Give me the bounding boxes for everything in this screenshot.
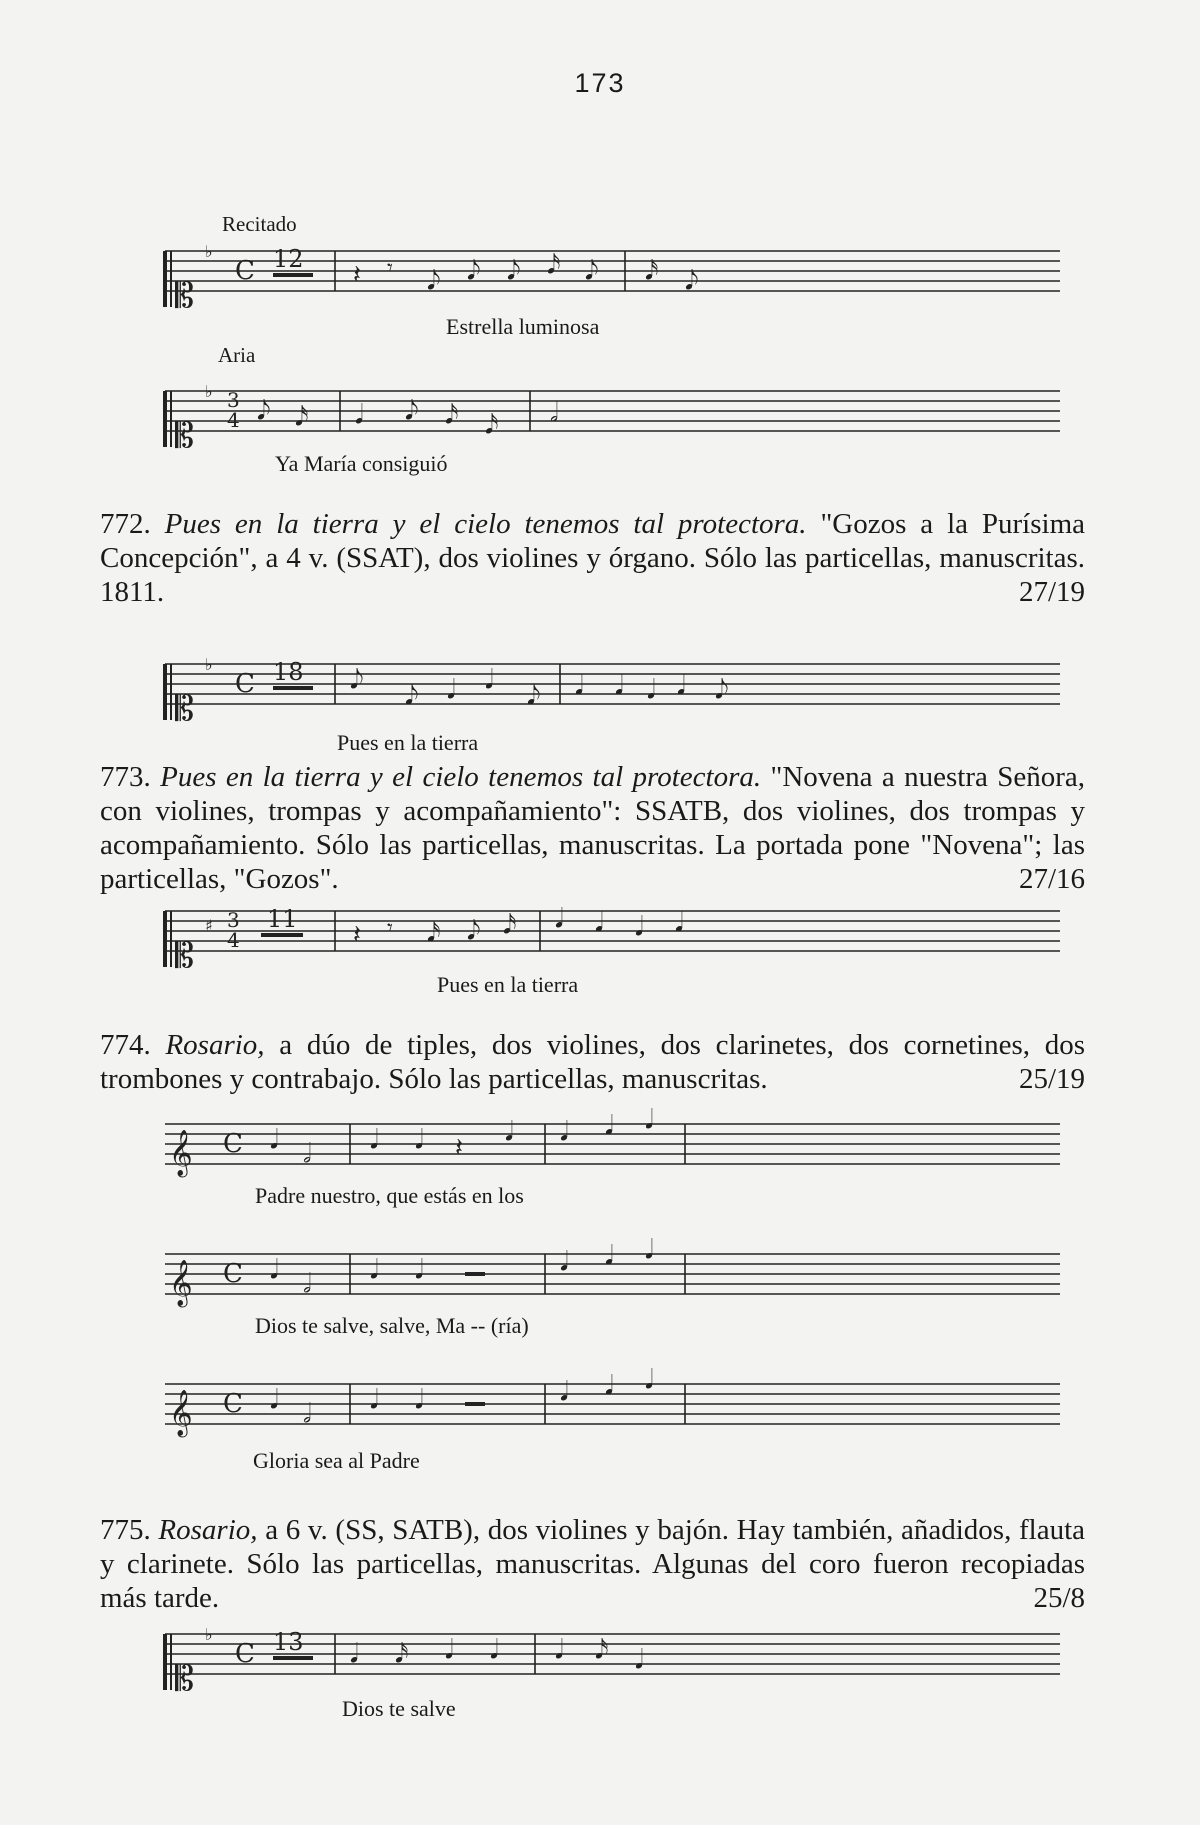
entry-775-time: C [235, 1639, 255, 1669]
svg-text:𝅘𝅥𝅮: 𝅘𝅥𝅮 [715, 675, 729, 705]
svg-text:𝅘𝅥: 𝅘𝅥 [415, 1125, 424, 1155]
entry-text: "Novena a nuestra Señora, con violines, trompas y acompañamiento": SSATB, dos violines, dos trompas y acompañamiento. Sólo las particellas, manuscritas. La portada pone "Novena"; las particellas, "Gozos". [100, 761, 1086, 895]
svg-text:𝅘𝅥: 𝅘𝅥 [635, 1645, 644, 1675]
aria-lyric: Ya María consiguió [275, 451, 448, 476]
svg-text:𝅘𝅥: 𝅘𝅥 [647, 675, 656, 705]
entry-number: 774. [100, 1029, 151, 1061]
entry-title: Pues en la tierra y el cielo tenemos tal protectora. [164, 508, 807, 540]
flat-icon: ♭ [205, 382, 213, 401]
svg-text:𝅘𝅥: 𝅘𝅥 [490, 1635, 499, 1665]
recitado-time: C [235, 256, 255, 286]
svg-text:𝅘𝅥: 𝅘𝅥 [370, 1255, 379, 1285]
entry-number: 775. [100, 1514, 151, 1546]
entry-773-lyric: Pues en la tierra [437, 972, 579, 997]
entry-773-time-bottom: 4 [227, 928, 240, 952]
aria-time-bottom: 4 [227, 408, 240, 432]
c-clef-icon: 𝄡 [175, 689, 194, 729]
svg-text:𝅘𝅥𝅮: 𝅘𝅥𝅮 [350, 665, 364, 695]
svg-text:𝅘𝅥: 𝅘𝅥 [645, 1365, 654, 1395]
sharp-icon: ♯ [205, 916, 213, 935]
svg-text:𝅘𝅥: 𝅘𝅥 [415, 1255, 424, 1285]
svg-text:𝅗𝅥: 𝅗𝅥 [303, 1269, 312, 1299]
entry-775-rest-count: 13 [273, 1628, 304, 1656]
svg-text:𝅘𝅥: 𝅘𝅥 [605, 1241, 614, 1271]
flat-icon: ♭ [205, 242, 213, 261]
svg-text:𝅘𝅥: 𝅘𝅥 [270, 1385, 279, 1415]
svg-text:𝅘𝅥: 𝅘𝅥 [615, 671, 624, 701]
treble-clef-icon: 𝄞 [169, 1260, 193, 1306]
svg-text:𝅘𝅥𝅯: 𝅘𝅥𝅯 [547, 250, 561, 280]
svg-text:𝅘𝅥𝅯: 𝅘𝅥𝅯 [445, 400, 459, 430]
svg-text:𝄽: 𝄽 [455, 1133, 463, 1163]
c-clef-icon: 𝄡 [175, 276, 194, 316]
entry-text: "Gozos a la Purísima Concepción", a 4 v. (SSAT), dos violines y órgano. Sólo las particellas, manuscritas. 1811. [100, 508, 1086, 608]
entry-774-lyric-1: Padre nuestro, que estás en los [255, 1183, 524, 1208]
svg-text:𝅘𝅥: 𝅘𝅥 [560, 1117, 569, 1147]
page-number: 173 [574, 68, 626, 98]
flat-icon: ♭ [205, 1625, 213, 1644]
svg-text:𝄽: 𝄽 [353, 260, 361, 290]
svg-text:𝅘𝅥𝅯: 𝅘𝅥𝅯 [295, 402, 309, 432]
entry-title: Pues en la tierra y el cielo tenemos tal protectora. [160, 761, 762, 793]
svg-text:𝅘𝅥: 𝅘𝅥 [370, 1385, 379, 1415]
aria-label: Aria [218, 343, 256, 367]
svg-text:𝅘𝅥𝅯: 𝅘𝅥𝅯 [503, 910, 517, 940]
svg-text:𝅘𝅥: 𝅘𝅥 [370, 1125, 379, 1155]
entry-772-rest-count: 18 [273, 658, 304, 686]
entry-774-time-1: C [223, 1129, 243, 1159]
svg-text:𝅘𝅥𝅯: 𝅘𝅥𝅯 [427, 918, 441, 948]
entry-775 [100, 1513, 1085, 1615]
entry-774-staff-2 [165, 1235, 1065, 1318]
svg-text:𝅘𝅥𝅮: 𝅘𝅥𝅮 [257, 396, 271, 426]
svg-text:𝄽: 𝄽 [353, 920, 361, 950]
entry-ref: 27/16 [1018, 863, 1085, 895]
treble-clef-icon: 𝄞 [169, 1130, 193, 1176]
svg-text:𝅘𝅥: 𝅘𝅥 [485, 665, 494, 695]
recitado-label: Recitado [222, 212, 297, 236]
svg-text:𝅗𝅥: 𝅗𝅥 [303, 1139, 312, 1169]
svg-text:𝅗𝅥: 𝅗𝅥 [303, 1399, 312, 1429]
svg-text:𝅗𝅥: 𝅗𝅥 [550, 398, 559, 428]
entry-773 [100, 760, 1085, 896]
entry-774-lyric-3: Gloria sea al Padre [253, 1448, 420, 1473]
entry-text: a dúo de tiples, dos violines, dos clarinetes, dos cornetines, dos trombones y contrabajo. Sólo las particellas, manuscritas. [100, 1029, 1086, 1095]
entry-774-staff-1 [165, 1105, 1065, 1188]
entry-774-staff-3 [165, 1365, 1065, 1448]
entry-773-rest-count: 11 [267, 905, 298, 933]
svg-text:𝅘𝅥𝅮: 𝅘𝅥𝅮 [507, 256, 521, 286]
svg-text:𝅘𝅥: 𝅘𝅥 [605, 1371, 614, 1401]
entry-773-time-top: 3 [227, 908, 240, 932]
svg-text:𝅘𝅥: 𝅘𝅥 [645, 1235, 654, 1265]
svg-text:𝅘𝅥: 𝅘𝅥 [447, 675, 456, 705]
entry-number: 773. [100, 761, 151, 793]
entry-title: Rosario, [165, 1029, 265, 1061]
entry-774-time-2: C [223, 1259, 243, 1289]
svg-text:𝅘𝅥: 𝅘𝅥 [635, 912, 644, 942]
svg-text:𝅘𝅥: 𝅘𝅥 [445, 1635, 454, 1665]
entry-772 [100, 507, 1085, 609]
svg-text:𝅘𝅥𝅮: 𝅘𝅥𝅮 [585, 256, 599, 286]
svg-text:𝅘𝅥: 𝅘𝅥 [605, 1111, 614, 1141]
svg-text:𝅘𝅥: 𝅘𝅥 [350, 1639, 359, 1669]
svg-text:𝅘𝅥𝅯: 𝅘𝅥𝅯 [395, 1639, 409, 1669]
entry-text: a 6 v. (SS, SATB), dos violines y bajón. Hay también, añadidos, flauta y clarinete. Sólo las particellas, manuscritas. Algunas del coro fueron recopiadas más tarde. [100, 1514, 1086, 1614]
entry-774-time-3: C [223, 1389, 243, 1419]
svg-text:𝅘𝅥𝅯: 𝅘𝅥𝅯 [485, 410, 499, 440]
entry-773-staff [165, 905, 1065, 975]
treble-clef-icon: 𝄞 [169, 1390, 193, 1436]
entry-title: Rosario, [158, 1514, 258, 1546]
svg-text:𝄾: 𝄾 [387, 256, 393, 281]
svg-text:𝅘𝅥: 𝅘𝅥 [555, 1635, 564, 1665]
svg-text:𝅘𝅥𝅮: 𝅘𝅥𝅮 [467, 916, 481, 946]
svg-text:𝅘𝅥𝅮: 𝅘𝅥𝅮 [427, 266, 441, 296]
c-clef-icon: 𝄡 [175, 936, 194, 976]
svg-text:𝅘𝅥: 𝅘𝅥 [415, 1385, 424, 1415]
aria-time-top: 3 [227, 388, 240, 412]
svg-text:𝅘𝅥: 𝅘𝅥 [270, 1125, 279, 1155]
entry-774 [100, 1028, 1085, 1096]
c-clef-icon: 𝄡 [175, 1659, 194, 1699]
svg-text:𝅘𝅥𝅮: 𝅘𝅥𝅮 [467, 256, 481, 286]
svg-text:𝅘𝅥𝅮: 𝅘𝅥𝅮 [405, 396, 419, 426]
recitado-lyric: Estrella luminosa [446, 314, 600, 339]
aria-staff [165, 382, 1065, 456]
svg-text:𝅘𝅥: 𝅘𝅥 [270, 1255, 279, 1285]
svg-text:𝅘𝅥: 𝅘𝅥 [560, 1247, 569, 1277]
svg-text:𝅘𝅥𝅮: 𝅘𝅥𝅮 [685, 266, 699, 296]
svg-text:𝄾: 𝄾 [387, 916, 393, 941]
entry-772-staff [165, 655, 1065, 729]
svg-text:𝅘𝅥𝅮: 𝅘𝅥𝅮 [405, 681, 419, 711]
entry-775-lyric: Dios te salve [342, 1696, 456, 1721]
entry-ref: 27/19 [1018, 576, 1085, 608]
entry-number: 772. [100, 508, 151, 540]
svg-text:𝅘𝅥: 𝅘𝅥 [677, 671, 686, 701]
entry-772-lyric: Pues en la tierra [337, 730, 479, 755]
svg-text:𝅘𝅥𝅯: 𝅘𝅥𝅯 [595, 1635, 609, 1665]
svg-text:𝅘𝅥: 𝅘𝅥 [560, 1377, 569, 1407]
svg-text:𝅘𝅥: 𝅘𝅥 [555, 904, 564, 934]
svg-text:𝅘𝅥𝅯: 𝅘𝅥𝅯 [645, 256, 659, 286]
svg-text:𝅘𝅥: 𝅘𝅥 [505, 1117, 514, 1147]
flat-icon: ♭ [205, 655, 213, 674]
entry-775-staff [165, 1625, 1065, 1699]
entry-772-time: C [235, 669, 255, 699]
svg-text:𝅘𝅥: 𝅘𝅥 [575, 671, 584, 701]
entry-774-lyric-2: Dios te salve, salve, Ma -- (ría) [255, 1313, 529, 1338]
svg-text:𝅘𝅥: 𝅘𝅥 [355, 400, 364, 430]
recitado-staff [165, 242, 1065, 316]
svg-text:𝅘𝅥𝅮: 𝅘𝅥𝅮 [527, 681, 541, 711]
recitado-rest-count: 12 [273, 245, 304, 273]
svg-text:𝅘𝅥: 𝅘𝅥 [675, 908, 684, 938]
entry-ref: 25/8 [1033, 1582, 1085, 1614]
c-clef-icon: 𝄡 [175, 416, 194, 456]
entry-ref: 25/19 [1018, 1063, 1085, 1095]
svg-text:𝅘𝅥: 𝅘𝅥 [645, 1105, 654, 1135]
svg-text:𝅘𝅥: 𝅘𝅥 [595, 908, 604, 938]
